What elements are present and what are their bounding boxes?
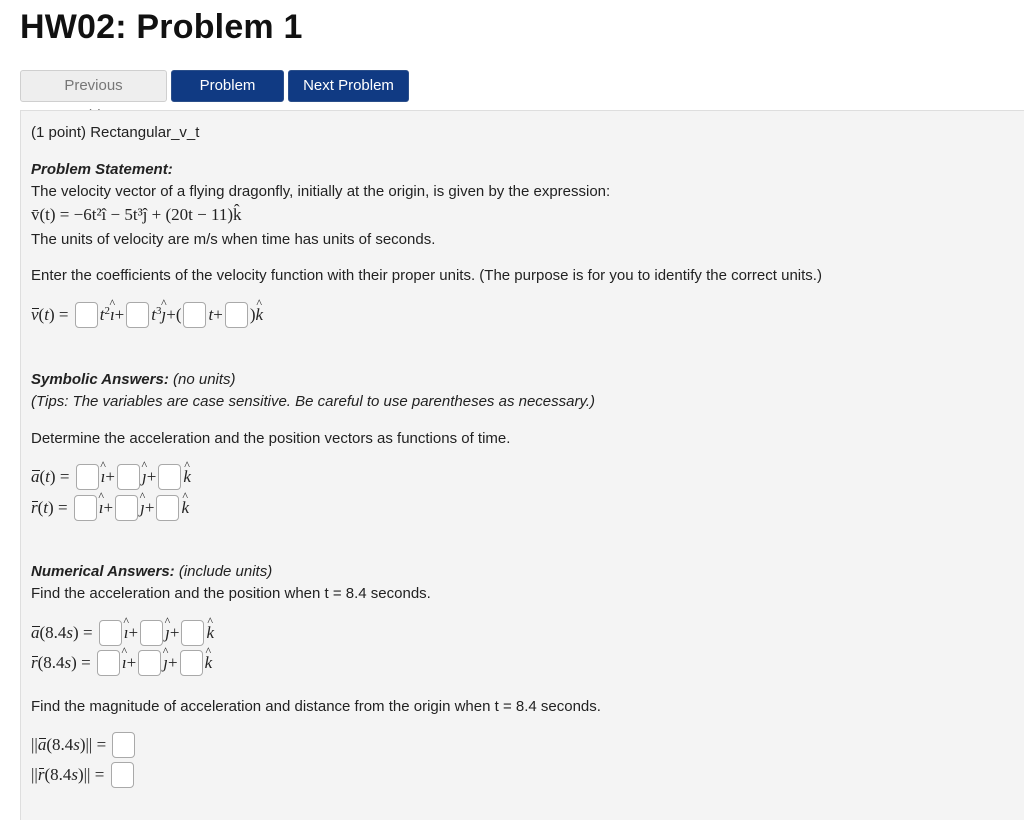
j-term: ȷ ^+: [163, 653, 177, 673]
acceleration-j-input[interactable]: [117, 464, 140, 490]
position-84-j-input[interactable]: [138, 650, 161, 676]
page-title: HW02: Problem 1: [20, 8, 303, 46]
acceleration-84-row: [31, 620, 214, 646]
distance-magnitude-row: [31, 762, 136, 788]
acceleration-magnitude-row: [31, 732, 137, 758]
position-j-input[interactable]: [115, 495, 138, 521]
acceleration-k-input[interactable]: [158, 464, 181, 490]
t-plus-term: t+: [208, 305, 223, 324]
velocity-coeff-4-input[interactable]: [225, 302, 248, 328]
velocity-coeff-2-input[interactable]: [126, 302, 149, 328]
position-i-input[interactable]: [74, 495, 97, 521]
acceleration-84-i-input[interactable]: [99, 620, 122, 646]
position-label: r(t) =: [31, 498, 72, 517]
symbolic-heading: Symbolic Answers:: [31, 371, 169, 388]
problem-header: (1 point) Rectangular_v_t: [31, 124, 200, 141]
units-text: The units of velocity are m/s when time has units of seconds.: [31, 231, 436, 248]
t-cubed-j-term: $t^3ȷ$ ^+(: [151, 305, 181, 325]
acceleration-84-k-input[interactable]: [181, 620, 204, 646]
i-term: ı ^+: [99, 498, 113, 518]
symbolic-heading-line: [31, 371, 236, 388]
i-term: ı ^+: [124, 623, 138, 643]
i-term: ı ^+: [101, 467, 115, 487]
symbolic-note: (no units): [173, 371, 236, 388]
j-term: ȷ ^+: [142, 467, 156, 487]
numerical-instruction: Find the acceleration and the position when t = 8.4 seconds.: [31, 585, 431, 602]
numerical-heading-line: [31, 563, 272, 580]
acceleration-answer-row: [31, 464, 191, 490]
distance-magnitude-input[interactable]: [111, 762, 134, 788]
position-answer-row: [31, 495, 189, 521]
problem-list-button[interactable]: Problem: [171, 70, 284, 102]
problem-nav: [20, 70, 409, 102]
velocity-label: v(t) =: [31, 305, 73, 324]
j-term: ȷ ^+: [165, 623, 179, 643]
acceleration-i-input[interactable]: [76, 464, 99, 490]
acceleration-84-label: a(8.4s) =: [31, 623, 97, 642]
symbolic-instruction: Determine the acceleration and the position vectors as functions of time.: [31, 430, 511, 447]
velocity-coeff-3-input[interactable]: [183, 302, 206, 328]
j-term: ȷ ^+: [140, 498, 154, 518]
velocity-coeff-1-input[interactable]: [75, 302, 98, 328]
position-84-k-input[interactable]: [180, 650, 203, 676]
next-problem-button[interactable]: Next Problem: [288, 70, 409, 102]
acceleration-84-j-input[interactable]: [140, 620, 163, 646]
position-84-row: [31, 650, 212, 676]
problem-panel: [20, 110, 1024, 820]
symbolic-tips: (Tips: The variables are case sensitive. Be careful to use parentheses as necessary.): [31, 393, 596, 410]
coeff-instruction: Enter the coefficients of the velocity function with their proper units. (The purpose is for you to identify the correct units.): [31, 267, 822, 284]
velocity-expression: v̄(t) = −6t²î − 5t³ĵ + (20t − 11)k̂: [31, 205, 242, 224]
numerical-note: (include units): [178, 563, 273, 580]
position-84-label: r(8.4s) =: [31, 653, 95, 672]
position-k-input[interactable]: [156, 495, 179, 521]
i-term: ı ^+: [122, 653, 136, 673]
k-term: k ^: [181, 498, 189, 518]
acceleration-label: a(t) =: [31, 467, 74, 486]
k-term: k ^: [183, 467, 191, 487]
acceleration-magnitude-label: ||a(8.4s)|| =: [31, 735, 111, 754]
k-term: k ^: [206, 623, 214, 643]
magnitude-instruction: Find the magnitude of acceleration and distance from the origin when t = 8.4 seconds.: [31, 698, 601, 715]
numerical-heading: Numerical Answers:: [31, 563, 175, 580]
acceleration-magnitude-input[interactable]: [112, 732, 135, 758]
t-squared-i-term: $t^2ı$ ^+: [100, 305, 125, 325]
statement-heading: Problem Statement:: [31, 161, 173, 178]
previous-problem-button[interactable]: Previous: [20, 70, 167, 102]
velocity-answer-row: [31, 302, 263, 328]
k-term: k ^: [205, 653, 213, 673]
statement-text: The velocity vector of a flying dragonfly, initially at the origin, is given by the expression:: [31, 183, 611, 200]
position-84-i-input[interactable]: [97, 650, 120, 676]
k-term: )k ^: [250, 305, 263, 325]
distance-magnitude-label: ||r(8.4s)|| =: [31, 765, 109, 784]
